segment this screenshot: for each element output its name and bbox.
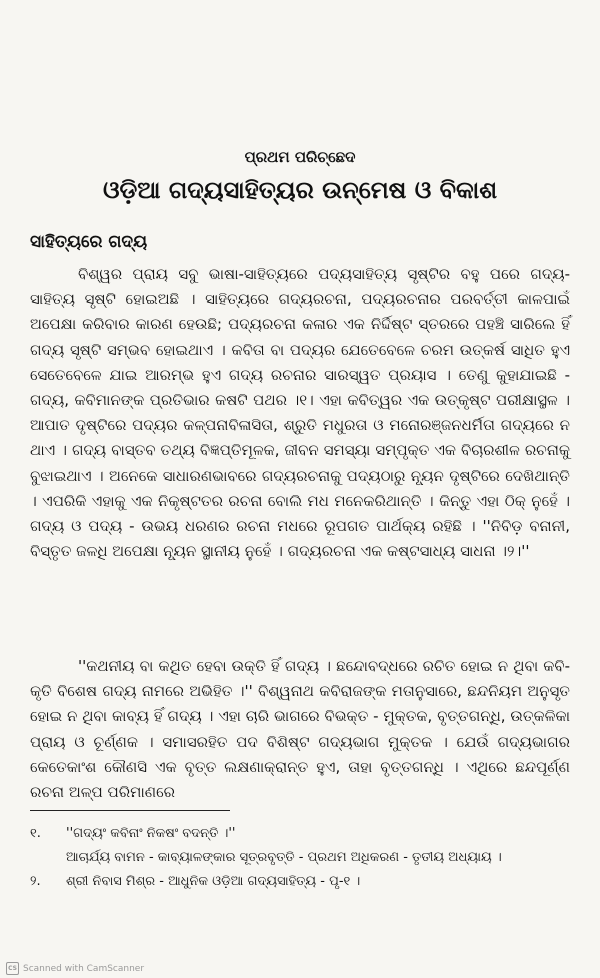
body-paragraph-2 [30,654,570,805]
footnotes [30,822,580,894]
paragraph-text: ବିଶ୍ୱର ପ୍ରାୟ ସବୁ ଭାଷା-ସାହିତ୍ୟରେ ପଦ୍ୟସାହିତ୍ୟ ସୃଷ୍ଟିର ବହୁ ପରେ ଗଦ୍ୟ-ସାହିତ୍ୟ ସୃଷ୍ଟି ହୋଇଅଛି । ସାହିତ୍ୟରେ ଗଦ୍ୟରଚନା, ପଦ୍ୟରଚନାର ପରବର୍ତ୍ତୀ କାଳପାଇଁ ଅପେକ୍ଷା କରିବାର କାରଣ ହେଉଛି; ପଦ୍ୟରଚନା କଳାର ଏକ ନିର୍ଦ୍ଦିଷ୍ଟ ସ୍ତରରେ ପହଞ୍ଚି ସାରିଲେ ହିଁ ଗଦ୍ୟ ସୃଷ୍ଟି ସମ୍ଭବ ହୋଇଥାଏ । କବିତା ବା ପଦ୍ୟର ଯେତେବେଳେ ଚରମ ଉତ୍କର୍ଷ ସାଧିତ ହୁଏ ସେତେବେଳେ ଯାଇ ଆରମ୍ଭ ହୁଏ ଗଦ୍ୟ ରଚନାର ସାରସ୍ୱତ ପ୍ରୟାସ । ତେଣୁ କୁହାଯାଇଛି - ଗଦ୍ୟ, କବିମାନଙ୍କ ପ୍ରତିଭାର କଷଟି ପଥର ।୧। ଏହା କବିତ୍ୱର ଏକ ଉତ୍କୃଷ୍ଟ ପରୀକ୍ଷାସ୍ଥଳ । ଆପାତ ଦୃଷ୍ଟିରେ ପଦ୍ୟର କଳ୍ପନାବିଳାସିତା, ଶ୍ରୁତି ମଧୁରତା ଓ ମନୋରଞ୍ଜନଧର୍ମିତା ଗଦ୍ୟରେ ନ ଥାଏ । ଗଦ୍ୟ ବାସ୍ତବ ତଥ୍ୟ ବିଜ୍ଞପ୍ତିମୂଳକ, ଜୀବନ ସମସ୍ୟା ସମ୍ପୃକ୍ତ ଏକ ବିଚାରଶୀଳ ରଚନାକୁ ବୁଝାଇଥାଏ । ଅନେକେ ସାଧାରଣଭାବରେ ଗଦ୍ୟରଚନାକୁ ପଦ୍ୟଠାରୁ ନ୍ୟୂନ ଦୃଷ୍ଟିରେ ଦେଖିଥାନ୍ତି । ଏପରିକି ଏହାକୁ ଏକ ନିକୃଷ୍ଟତର ରଚନା ବୋଲି ମଧ ମନେକରିଥାନ୍ତି । କିନ୍ତୁ ଏହା ଠିକ୍ ନୁହେଁ । ଗଦ୍ୟ ଓ ପଦ୍ୟ - ଉଭୟ ଧରଣର ରଚନା ମଧରେ ରୂପଗତ ପାର୍ଥକ୍ୟ ରହିଛି । ''ନିବିଡ଼ ବନାନୀ, ବିସ୍ତୃତ ଜଳଧି ଅପେକ୍ଷା ନ୍ୟୂନ ସ୍ଥାନୀୟ ନୁହେଁ । ଗଦ୍ୟରଚନା ଏକ କଷ୍ଟସାଧ୍ୟ ସାଧନା ।୨।'' [30,265,570,561]
footnote-text: ''ଗଦ୍ୟଂ କବିନାଂ ନିକଷଂ ବଦନ୍ତି ।'' [66,826,236,841]
chapter-label: ପ୍ରଥମ ପରିଚ୍ଛେଦ [244,148,356,166]
chapter-title: ଓଡ଼ିଆ ଗଦ୍ୟସାହିତ୍ୟର ଉନ୍ମେଷ ଓ ବିକାଶ [102,176,498,204]
footnote-divider [30,810,230,811]
body-paragraph-1 [30,262,570,564]
footnote-1 [30,822,580,846]
paragraph-text: ''କଥନୀୟ ବା କଥିତ ହେବା ଉକ୍ତି ହିଁ ଗଦ୍ୟ । ଛନ୍ଦୋବଦ୍ଧରେ ରଚିତ ହୋଇ ନ ଥିବା କବି-କୃତି ବିଶେଷ ଗଦ୍ୟ ନାମରେ ଅଭିହିତ ।'' ବିଶ୍ୱନାଥ କବିରାଜଙ୍କ ମତାନୁସାରେ, ଛନ୍ଦନିୟମ ଅନୁସୃତ ହୋଇ ନ ଥିବା କାବ୍ୟ ହିଁ ଗଦ୍ୟ । ଏହା ଚାରି ଭାଗରେ ବିଭକ୍ତ - ମୁକ୍ତକ, ବୃତ୍ତଗନ୍ଧି, ଉତ୍କଳିକା ପ୍ରାୟ ଓ ଚୂର୍ଣ୍ଣକ । ସମାସରହିତ ପଦ ବିଶିଷ୍ଟ ଗଦ୍ୟଭାଗ ମୁକ୍ତକ । ଯେଉଁ ଗଦ୍ୟଭାଗର କେତେକାଂଶ କୌଣସି ଏକ ବୃତ୍ତ ଲକ୍ଷଣାକ୍ରାନ୍ତ ହୁଏ, ତାହା ବୃତ୍ତଗନ୍ଧି । ଏଥିରେ ଛନ୍ଦପୂର୍ଣ୍ଣ ରଚନା ଅଳ୍ପ ପରିମାଣରେ [30,657,570,802]
footnote-text: ଶ୍ରୀ ନିବାସ ମିଶ୍ର - ଆଧୁନିକ ଓଡ଼ିଆ ଗଦ୍ୟସାହିତ୍ୟ - ପୃ-୧ । [66,874,361,889]
footnote-2 [30,870,580,894]
watermark-text: Scanned with CamScanner [23,963,145,974]
footnote-number: ୨. [30,874,41,889]
scanner-watermark [6,962,144,975]
section-heading: ସାହିତ୍ୟରେ ଗଦ୍ୟ [30,232,148,252]
footnote-1-source: ଆଚାର୍ଯ୍ୟ ବାମନ - କାବ୍ୟାଳଙ୍କାର ସୂତ୍ରବୃତ୍ତି - ପ୍ରଥମ ଅଧିକରଣ - ତୃତୀୟ ଅଧ୍ୟାୟ । [66,850,502,865]
camscanner-logo-icon: CS [6,962,19,975]
footnote-number: ୧. [30,826,41,841]
